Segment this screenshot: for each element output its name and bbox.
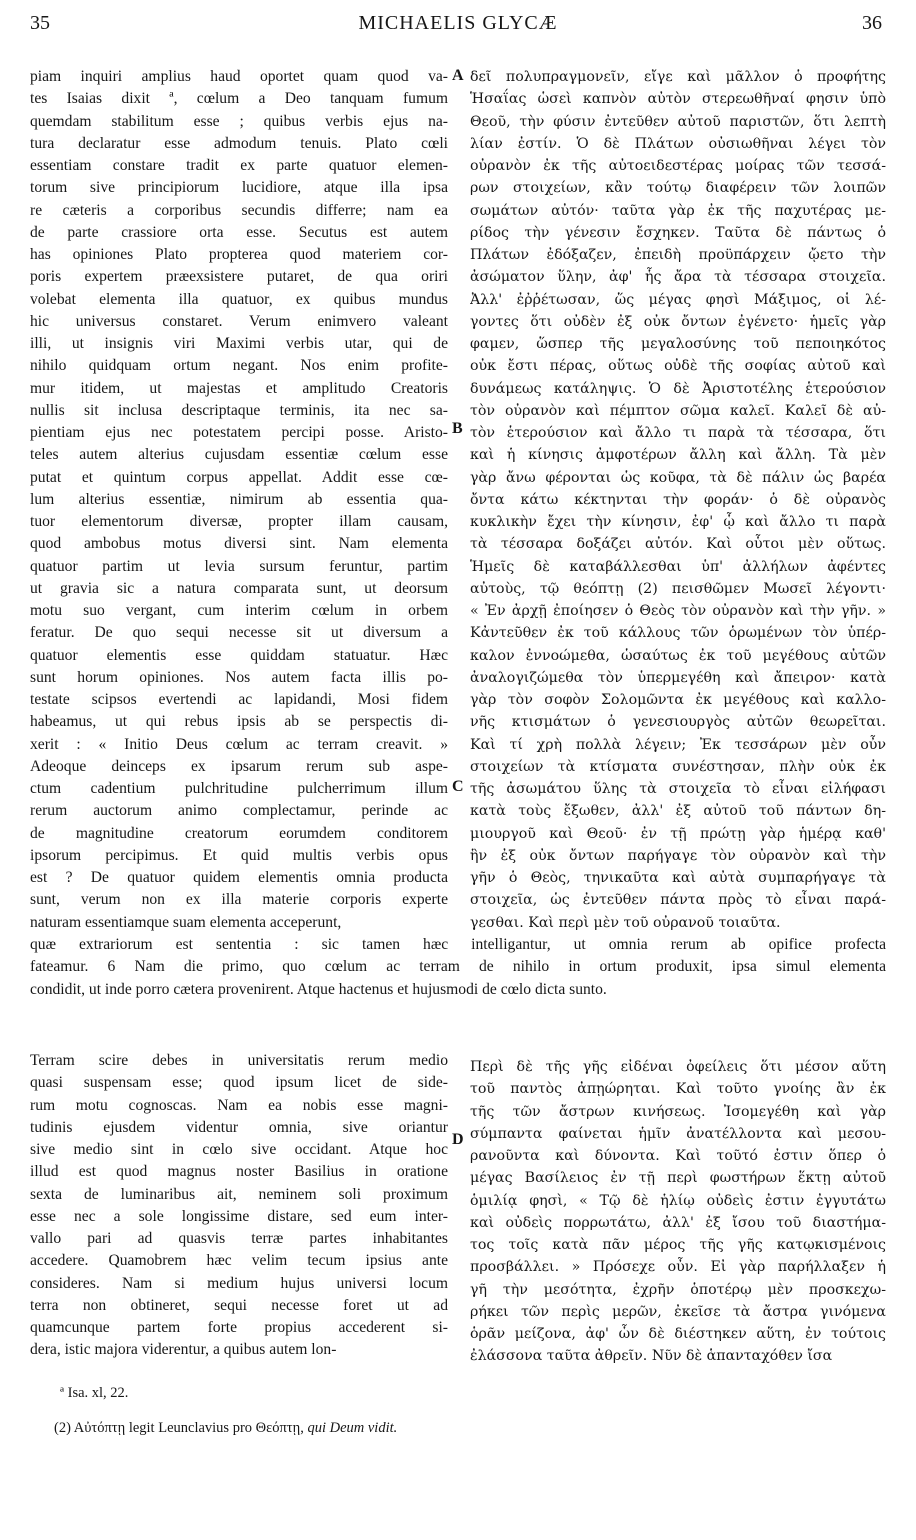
latin-column-bottom: [30, 1050, 448, 1362]
greek-top-line: καὶ ἡ κίνησις ἀμφοτέρων ἄλλη καὶ ἄλλη. Τὰ μὲν: [470, 447, 886, 464]
greek-top-line: καλον ἐννοώμεθα, ὡσαύτως ἐκ τοῦ μεγέθους αὐτῶν: [470, 647, 886, 664]
greek-top-line: δυνάμεως κατάληψις. Ὁ δὲ Ἀριστοτέλης ἑτερούσιον: [470, 380, 886, 397]
greek-column-top: [470, 66, 886, 934]
greek-top-line: τὸν ἑτερούσιον καὶ ἄλλο τι παρὰ τὰ τέσσαρα, ὅτι: [470, 425, 886, 441]
greek-top-line: οὐρανὸν ἐκ τῆς αὐτοειδεστέρας μοίρας τῶν τεσσά-: [470, 158, 886, 174]
greek-bottom-line: ὁμιλίᾳ φησὶ, « Τῷ δὲ ἡλίῳ οὐδεὶς ἐστιν ἐγγυτάτω: [470, 1192, 886, 1209]
latin-top-line: testate scipsos evertendi ac lapidandi, Mosi fidem: [30, 691, 448, 708]
footnote-a: ª Isa. xl, 22.: [60, 1385, 129, 1401]
greek-top-line: γὰρ τὸν σοφὸν Σολομῶντα ἐκ μεγέθους καὶ καλλο-: [470, 692, 886, 708]
latin-column-top: [30, 66, 448, 934]
greek-top-line: νῆς κτισμάτων ὁ γενεσιουργὸς αὐτῶν θεωρεῖται.: [470, 714, 886, 731]
latin-top-line: quatuor elementis esse quiddam statuatur. Hæc: [30, 646, 448, 664]
latin-top-line: re cæteris a corporibus secundis differre; nam ea: [30, 201, 448, 219]
greek-bottom-line: ρανοῦντα καὶ δύνοντα. Καὶ τοῦτό ἐστιν ὅπερ ὁ: [470, 1148, 886, 1164]
latin-top-line: feratur. De quo sequi necesse sit ut diversum a: [30, 624, 448, 642]
greek-bottom-line: ἐλάσσονα ταῦτα ἀθρεῖν. Νῦν δὲ ἁπανταχόθεν ἴσα: [470, 1348, 833, 1365]
greek-top-line: αὐτοὺς, τῷ θεόπτῃ (2) πεισθῶμεν Μωσεῖ λέγοντι·: [470, 580, 886, 597]
greek-top-line: Καὶ τί χρὴ πολλὰ λέγειν; Ἐκ τεσσάρων μὲν οὖν: [470, 736, 886, 753]
greek-top-line: γεσθαι. Καὶ περὶ μὲν τοῦ οὐρανοῦ τοιαῦτα.: [470, 914, 781, 931]
greek-bottom-line: γῆ τὴν μεσότητα, ἐχρῆν ὁποτέρῳ μὲν προσκεχω-: [470, 1281, 886, 1298]
latin-top-line: quemdam stabilitum esse ; quibus verbis ejus na-: [30, 112, 448, 130]
greek-bottom-line: ὁρᾶν μείζονα, ἀφ' ὧν δὲ διέστηκεν αὕτη, ἐν τούτοις: [470, 1326, 886, 1342]
latin-bottom-line: illud est quod magnus noster Basilius in oratione: [30, 1163, 448, 1181]
latin-bottom-line: esse nec a sole longissime distare, sed eum inter-: [30, 1207, 448, 1225]
latin-top-line: pientiam ejus nec potestatem percipi posse. Aristo-: [30, 424, 448, 441]
latin-top-line: ctum cadentium pulchritudine pulcherrimum illum: [30, 780, 448, 797]
greek-bottom-line: ρήκει τῶν περὶς μερῶν, ἐκεῖσε τὰ ἄστρα γινόμενα: [470, 1303, 886, 1320]
latin-bottom-line: quamcunque partem forte propius accederent si-: [30, 1319, 448, 1336]
latin-bottom-line: consideres. Nam si medium hujus universi locum: [30, 1274, 448, 1292]
greek-top-line: Πλάτων ἐδόξαζεν, ἐπειδὴ προϋπάρχειν ᾤετο τὴν: [470, 247, 886, 263]
greek-top-line: Ἀλλ' ἐῤῥέτωσαν, ὥς μέγας φησὶ Μάξιμος, οἱ λέ-: [470, 291, 886, 308]
greek-top-line: στοιχείων τὰ κτίσματα συνέστησαν, πλὴν οὐκ ἐκ: [470, 758, 886, 775]
greek-top-line: σωμάτων αὐτόν· ταῦτα γὰρ ἐκ τῆς παχυτέρας με-: [470, 202, 886, 219]
greek-bottom-line: τῆς τῶν ἄστρων κινήσεως. Ἰσομεγέθη καὶ γὰρ: [470, 1103, 886, 1120]
latin-top-line: xerit : « Initio Deus cœlum ac terram creavit. »: [30, 735, 448, 753]
latin-top-line: hic universus constaret. Verum enimvero valeant: [30, 312, 448, 330]
latin-bottom-line: Terram scire debes in universitatis rerum medio: [30, 1052, 448, 1069]
greek-top-line: Κἀντεῦθεν ἐκ τοῦ κάλλους τῶν ὁρωμένων τὸν ὑπέρ-: [470, 625, 886, 642]
greek-top-line: φαμεν, ὥσπερ τῆς μεγαλοσύνης τοῦ πεποιηκότος: [470, 336, 886, 352]
greek-column-bottom: [470, 1056, 886, 1368]
greek-top-line: τῆς ἀσωμάτου ὕλης τὰ στοιχεῖα τὸ εἶναι εἰλήφασι: [470, 781, 886, 797]
latin-bottom-line: quasi suspensam esse; quod ipsum licet de side-: [30, 1074, 448, 1092]
latin-top-line: poris expertem præexsistere putaret, de qua oriri: [30, 268, 448, 286]
greek-top-line: ρίδος τὴν γένεσιν ἔσχηκεν. Ταῦτα δὲ πάντως ὁ: [470, 224, 886, 241]
greek-top-line: κατὰ τοὺς ἔξωθεν, ἀλλ' ἐξ αὐτοῦ τοῦ πάντων δη-: [470, 803, 886, 820]
full-width-line: quæ extrariorum est sententia : sic tamen hæc intelligantur, ut omnia rerum ab opifice profecta: [30, 936, 886, 953]
latin-top-line: lum alterius essentiæ, nimirum ab essentia qua-: [30, 490, 448, 508]
latin-top-line: teles autem alterius cujusdam essentiæ cœlum esse: [30, 446, 448, 464]
margin-marker-a: A: [452, 67, 464, 84]
latin-bottom-line: accedere. Quamobrem hæc velim tecum ipsius ante: [30, 1252, 448, 1270]
latin-top-line: nullis sit inclusa descriptaque terminis, ita nec sa-: [30, 401, 448, 419]
footnote-2-italic: qui Deum vidit.: [303, 1420, 398, 1436]
greek-top-line: οὐκ ἔστι πέρας, οὕτως οὐδὲ τῆς σοφίας αὐτοῦ καὶ: [470, 358, 886, 375]
margin-marker-d: D: [452, 1131, 464, 1148]
greek-bottom-line: τος τοῖς κατὰ πᾶν μέρος τῆς γῆς κατῳκισμένοις: [470, 1237, 886, 1253]
latin-top-line: ut gravia sic a natura comparata sunt, ut deorsum: [30, 579, 448, 597]
greek-top-line: ὄντα κάτω κέκτηνται τὴν φοράν· ὁ δὲ οὐρανὸς: [470, 491, 886, 508]
greek-bottom-line: Περὶ δὲ τῆς γῆς εἰδέναι ὀφείλεις ὅτι μέσον αὕτη: [470, 1059, 886, 1075]
greek-bottom-line: προσβάλλει. » Πρόσεχε οὖν. Εἰ γὰρ παρήλλαξεν ἡ: [470, 1259, 886, 1276]
latin-top-line: putat et quintum corpus appellat. Addit esse cœ-: [30, 468, 448, 486]
greek-bottom-line: μέγας Βασίλειος ἐν τῇ περὶ φωστήρων ἕκτῃ αὐτοῦ: [470, 1170, 886, 1187]
greek-top-line: στοιχεῖα, ὡς ἐντεῦθεν πάντα πρὸς τὸ εἶναι παρά-: [470, 892, 886, 909]
greek-top-line: γῆν ὁ Θεὸς, τηνικαῦτα καὶ αὐτὰ συμπαρήγαγε τὰ: [470, 870, 886, 886]
greek-top-line: ἣν ἐξ οὐκ ὄντων παρήγαγε τὸν οὐρανὸν καὶ τὴν: [470, 847, 886, 864]
full-width-line: condidit, ut inde porro cætera provenirent. Atque hactenus et hujusmodi de cœlo dicta sunto.: [30, 980, 607, 998]
latin-top-line: naturam essentiamque suam elementa acceperunt,: [30, 913, 342, 931]
greek-top-line: Θεοῦ, τὴν φύσιν ἐντεῦθεν αὐτοῦ παριστῶν, ὅτι λεπτὴ: [470, 113, 886, 130]
greek-top-line: τὰ τέσσαρα δοξάζει αὐτόν. Καὶ οὗτοι μὲν οὕτως.: [470, 536, 886, 553]
latin-top-line: tuor elementorum diversæ, propter illam causam,: [30, 513, 448, 530]
latin-top-line: de magnitudine creatorum eorumdem conditorem: [30, 824, 448, 842]
latin-top-line: volebat elementa illa quatuor, ex quibus mundus: [30, 290, 448, 308]
greek-top-line: « Ἐν ἀρχῇ ἐποίησεν ὁ Θεὸς τὸν οὐρανὸν καὶ τὴν γῆν. »: [470, 603, 886, 619]
latin-bottom-line: vallo pari ad quasvis terræ partes inhabitantes: [30, 1230, 448, 1247]
latin-top-line: quatuor partim ut levia sursum feruntur, partim: [30, 557, 448, 575]
footnote-2: [54, 1420, 397, 1437]
greek-top-line: ρων στοιχείων, κἂν τούτῳ διαφέρειν τῶν λοιπῶν: [470, 180, 886, 197]
latin-top-line: sunt horum opiniones. Nos autem facta illis po-: [30, 668, 448, 686]
running-title: MICHAELIS GLYCÆ: [358, 12, 558, 34]
latin-top-line: illi, ut insignis viri Maximi verbis utar, qui de: [30, 335, 448, 352]
margin-marker-b: B: [452, 420, 463, 437]
greek-top-line: κυκλικὴν ἔχει τὴν κίνησιν, ἐφ' ᾧ καὶ ἄλλο τι παρὰ: [470, 514, 886, 530]
greek-top-line: ἀναλογιζώμεθα τὸν ὑπερμεγέθη καὶ ἄπειρον· κατὰ: [470, 669, 886, 686]
greek-top-line: τὸν οὐρανὸν καὶ πέμπτον σῶμα καλεῖ. Καλεῖ δὲ αὐ-: [470, 402, 886, 419]
greek-bottom-line: σύμπαντα φαίνεται ἡμῖν ἀνατέλλοντα καὶ μεσου-: [470, 1125, 886, 1142]
latin-top-line: rerum auctorum animo complectamur, perinde ac: [30, 802, 448, 820]
latin-top-line: Adeoque deinceps ex ipsarum rerum sub aspe-: [30, 757, 448, 775]
full-width-line: fateamur. 6 Nam die primo, quo cœlum ac terram de nihilo in ortum produxit, ipsa simul elementa: [30, 958, 886, 976]
footnote-2-text: (2) Αὐτόπτῃ legit Leunclavius pro Θεόπτῃ,: [54, 1420, 304, 1436]
greek-top-line: λίαν ἐστίν. Ὁ δὲ Πλάτων οὐσιωθῆναι λέγει τὸν: [470, 135, 886, 152]
latin-top-line: tes Isaias dixit ª, cœlum a Deo tanquam fumum: [30, 90, 448, 108]
latin-top-line: ipsorum percipimus. Et quid multis verbis opus: [30, 846, 448, 864]
full-width-latin: [30, 934, 886, 1001]
latin-bottom-line: terra non obtineret, sequi necesse foret ut ad: [30, 1296, 448, 1314]
latin-top-line: torum sive principiorum lucidiore, atque illa ipsa: [30, 179, 448, 197]
latin-top-line: mur itidem, ut majestas et amplitudo Creatoris: [30, 379, 448, 397]
greek-top-line: δεῖ πολυπραγμονεῖν, εἴγε καὶ μᾶλλον ὁ προφήτης: [470, 69, 886, 85]
greek-top-line: Ἡσαΐας ὡσεὶ καπνὸν αὐτὸν στερεωθῆναί φησιν ὑπὸ: [470, 91, 886, 108]
latin-top-line: motu suo vergant, cum interim cœlum in orbem: [30, 602, 448, 619]
latin-top-line: de parte crassiore orta esse. Secutus est autem: [30, 223, 448, 241]
latin-bottom-line: sive medio sint in cœlo sive occidant. Atque hoc: [30, 1141, 448, 1158]
latin-bottom-line: tudinis ejusdem videntur omnia, sive oriantur: [30, 1118, 448, 1136]
latin-top-line: habeamus, ut qui rebus ipsis ab se perspectis di-: [30, 713, 448, 731]
right-page-number: 36: [862, 12, 882, 34]
greek-bottom-line: καὶ οὐδεὶς πορρωτάτω, ἀλλ' ἐξ ἴσου τοῦ διαστήμα-: [470, 1214, 886, 1231]
greek-top-line: μιουργοῦ καὶ Θεοῦ· ἐν τῇ πρώτῃ γὰρ ἡμέρᾳ καθ': [470, 825, 886, 842]
greek-bottom-line: τοῦ παντὸς ἀπῃώρηται. Καὶ τοῦτο γνοίης ἂν ἐκ: [470, 1081, 886, 1098]
greek-top-line: ἀσώματον ὕλην, ἀφ' ἧς ἄρα τὰ τέσσαρα στοιχεῖα.: [470, 269, 886, 286]
latin-top-line: est ? De quatuor quidem elementis omnia producta: [30, 869, 448, 886]
latin-bottom-line: sexta de luminaribus ait, neminem soli proximum: [30, 1185, 448, 1203]
latin-top-line: sunt, verum non ex illa materie corporis experte: [30, 891, 448, 909]
latin-top-line: tura declaratur esse admodum tenuis. Plato cœli: [30, 134, 448, 152]
latin-top-line: piam inquiri amplius haud oportet quam quod va-: [30, 68, 448, 85]
latin-top-line: has opiniones Plato propterea quod materiem cor-: [30, 246, 448, 263]
latin-top-line: nihilo quidquam ortum negant. Nos enim profite-: [30, 357, 448, 375]
greek-top-line: Ἡμεῖς δὲ καταβάλλεσθαι ὑπ' ἀλλήλων ἀφέντες: [470, 558, 886, 575]
greek-top-line: γοντες ὅτι οὐδὲν ἐξ οὐκ ὄντων ἐγένετο· ἡμεῖς γὰρ: [470, 313, 886, 330]
latin-top-line: quod ambobus motus diversi sint. Nam elementa: [30, 535, 448, 553]
latin-top-line: essentiam constare tradit ex parte quatuor elemen-: [30, 157, 448, 174]
latin-bottom-line: rum motu cognoscas. Nam ea nobis esse magni-: [30, 1096, 448, 1114]
greek-top-line: γὰρ ἄνω φέρονται ὡς κοῦφα, τὰ δὲ πάλιν ὡς βαρέα: [470, 469, 886, 486]
latin-bottom-line: dera, istic majora viderentur, a quibus autem lon-: [30, 1341, 337, 1359]
margin-marker-c: C: [452, 778, 464, 795]
left-page-number: 35: [30, 12, 50, 34]
